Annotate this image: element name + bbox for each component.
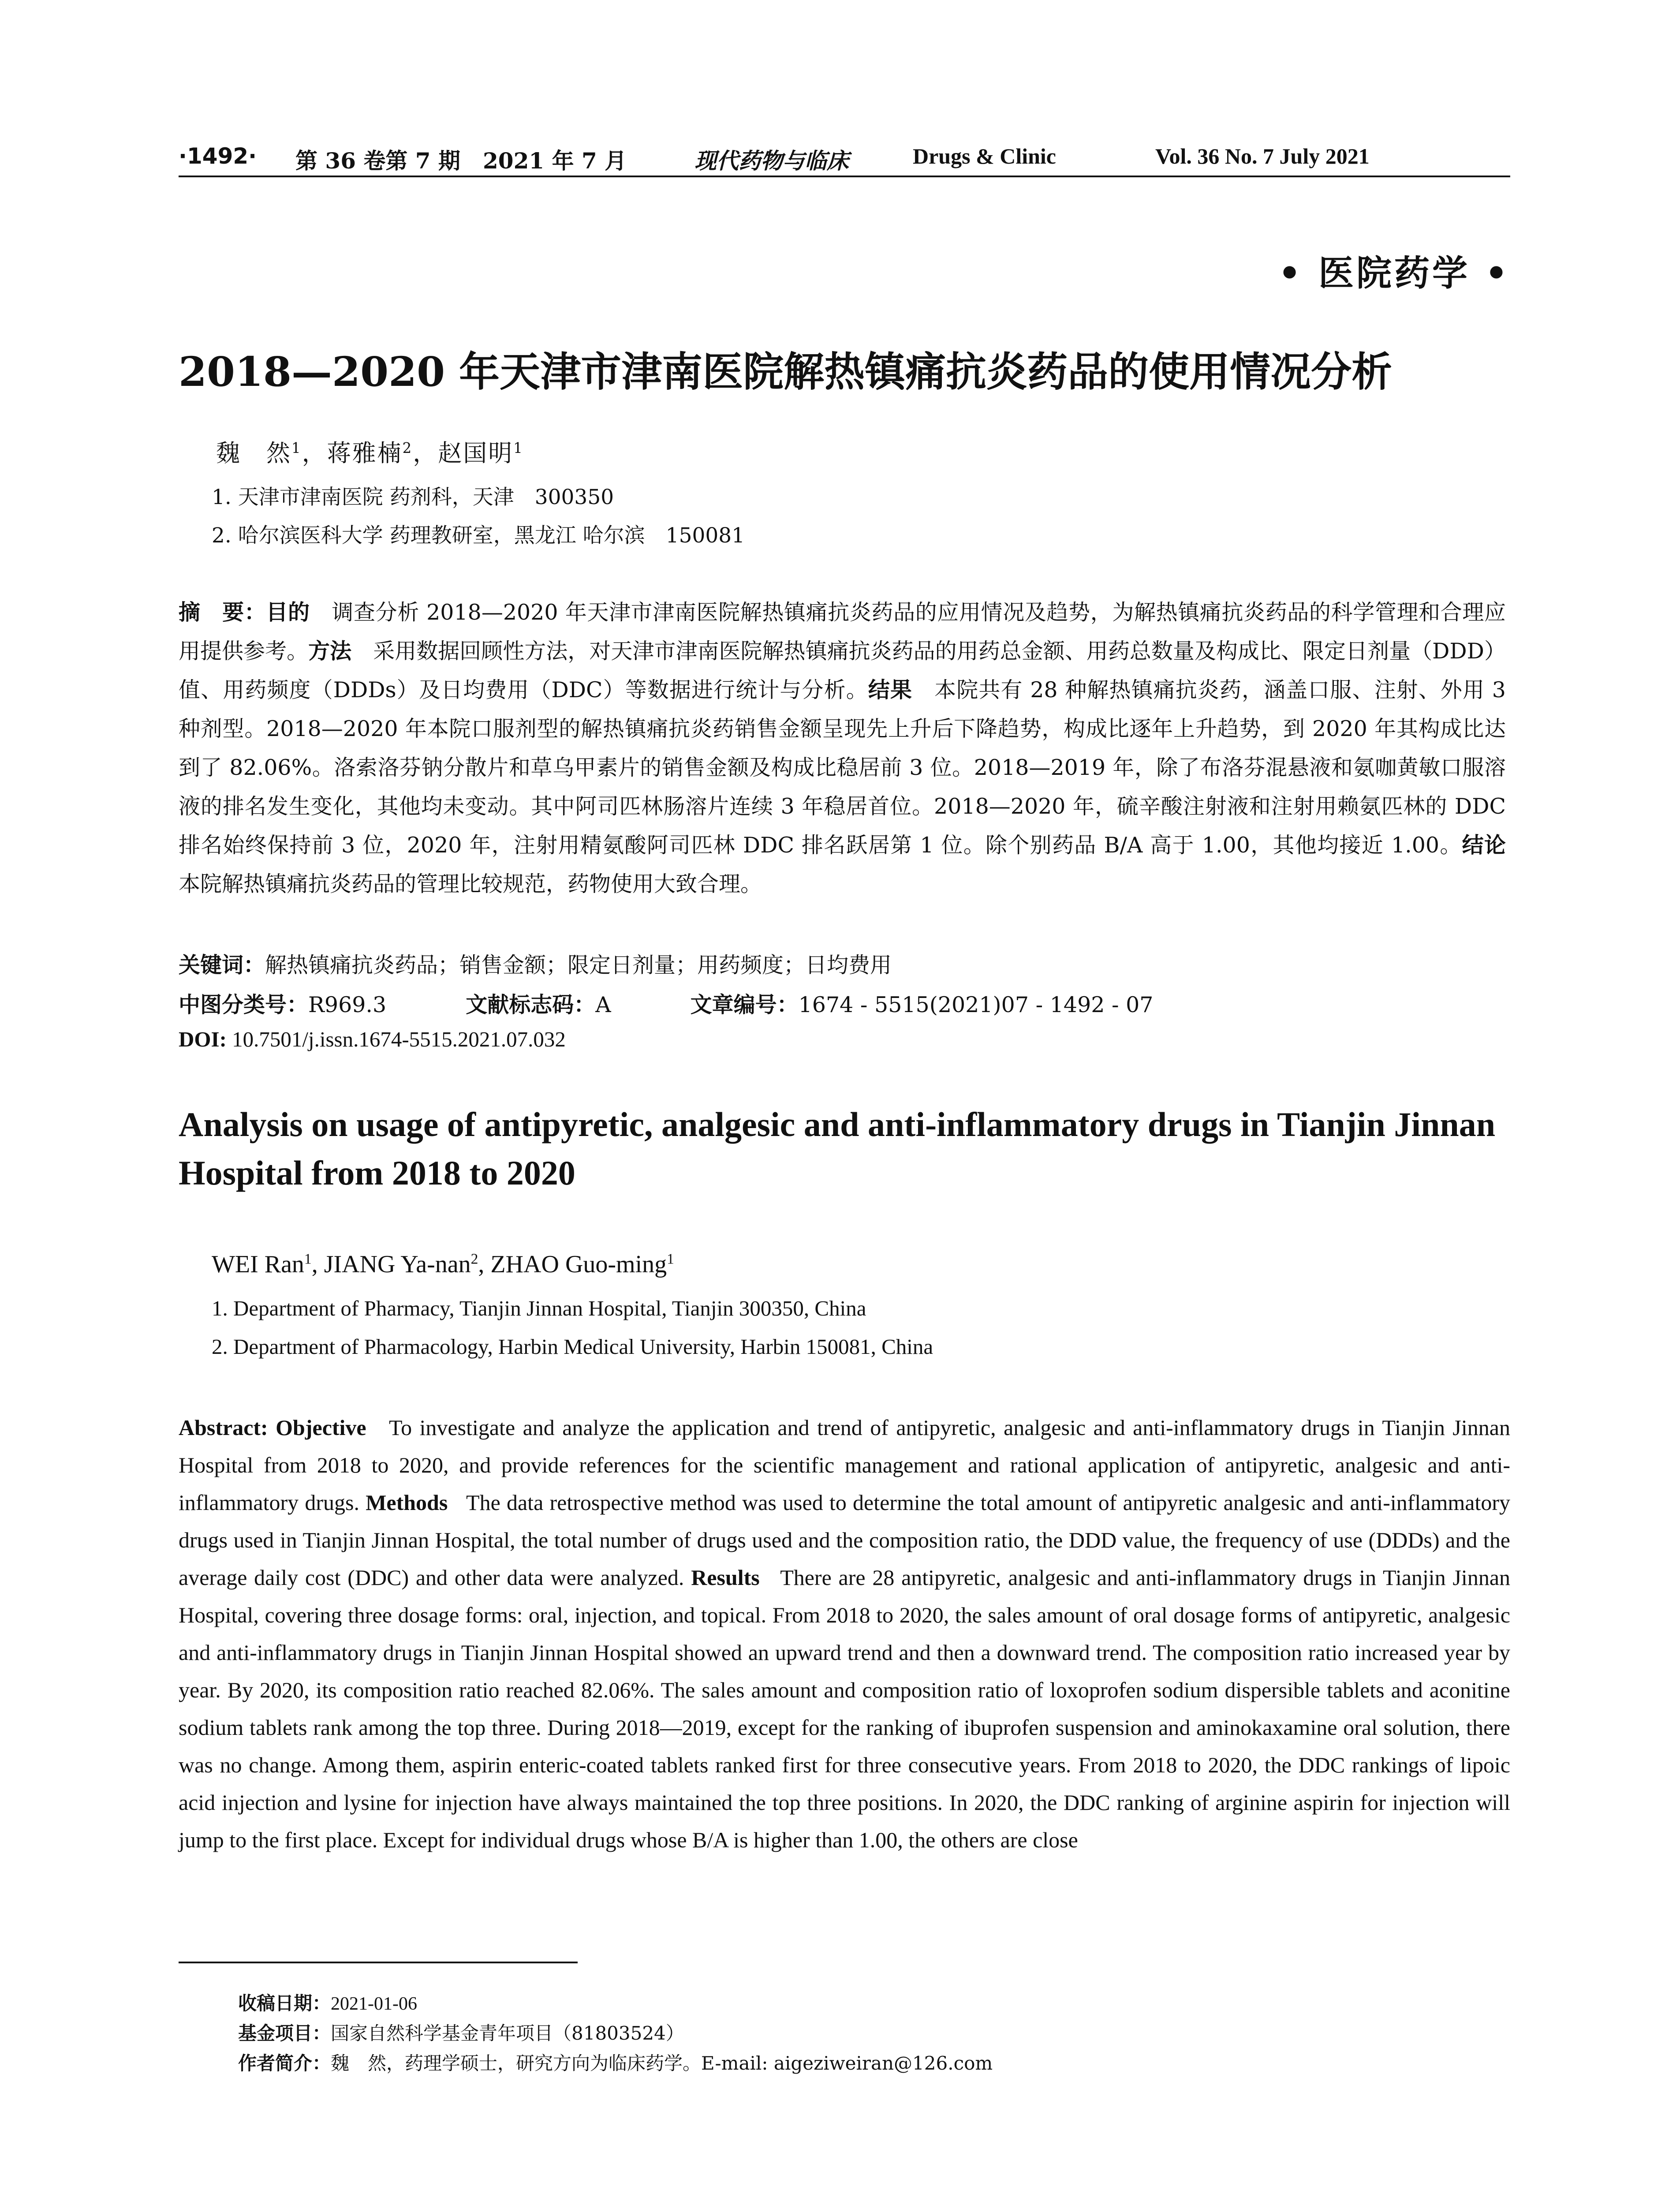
- clc-value: R969.3: [308, 992, 387, 1017]
- author-affiliation-mark: 1: [304, 1251, 312, 1267]
- doi-value: 10.7501/j.issn.1674-5515.2021.07.032: [232, 1027, 566, 1051]
- journal-en: Drugs & Clinic: [913, 144, 1056, 168]
- results-en-label: Results: [691, 1565, 760, 1590]
- author-separator: ,: [311, 1251, 324, 1278]
- abstract-cn: [179, 593, 1506, 904]
- author-separator: ，: [413, 439, 438, 467]
- author-affiliation-mark: 1: [513, 440, 524, 456]
- conclusion-label: 结论: [1462, 833, 1506, 858]
- volume-en: Vol. 36 No. 7 July 2021: [1155, 144, 1370, 168]
- author-name: 赵国明: [438, 439, 514, 467]
- affiliation-en-2: 2. Department of Pharmacology, Harbin Medical University, Harbin 150081, China: [212, 1334, 933, 1359]
- fund-label: 基金项目：: [238, 2022, 331, 2044]
- doc-code-label: 文献标志码：: [466, 992, 596, 1017]
- affiliation-cn-1: 1. 天津市津南医院 药剂科，天津 300350: [212, 485, 614, 509]
- author-name-en: JIANG Ya-nan: [324, 1251, 471, 1278]
- keywords-text: 解热镇痛抗炎药品；销售金额；限定日剂量；用药频度；日均费用: [265, 953, 892, 978]
- doi-label: DOI:: [179, 1027, 227, 1051]
- objective-text: 调查分析 2018—2020 年天津市津南医院解热镇痛抗炎药品的应用情况及趋势，为解热镇痛抗炎药品的科学管理和合理应用提供参考。: [179, 600, 1506, 664]
- author-affiliation-mark: 1: [291, 440, 302, 456]
- author-separator: ,: [478, 1251, 491, 1278]
- journal-cn: 现代药物与临床: [694, 148, 849, 174]
- results-text: 本院共有 28 种解热镇痛抗炎药，涵盖口服、注射、外用 3 种剂型。2018—2020 年本院口服剂型的解热镇痛抗炎药销售金额呈现先上升后下降趋势，构成比逐年上升趋势，到 2020 年其构成比达到了 82.06%。洛索洛芬钠分散片和草乌甲素片的销售金额及构成比稳居前 3 位。2018—2019 年，除了布洛芬混悬液和氨咖黄敏口服溶液的排名发生变化，其他均未变动。其中阿司匹林肠溶片连续 3 年稳居首位。2018—2020 年，硫辛酸注射液和注射用赖氨匹林的 DDC 排名始终保持前 3 位，2020 年，注射用精氨酸阿司匹林 DDC 排名跃居第 1 位。除个别药品 B/A 高于 1.00，其他均接近 1.00。: [179, 677, 1506, 858]
- volume-cn: 第 36 卷第 7 期: [295, 148, 460, 174]
- title-en: Analysis on usage of antipyretic, analgesic and anti-inflammatory drugs in Tianjin Jinnan Hospital from 2018 to 2020: [179, 1105, 1496, 1192]
- doc-code-value: A: [595, 992, 611, 1017]
- objective-en-text: To investigate and analyze the application and trend of antipyretic, analgesic and anti-inflammatory drugs in Tianjin Jinnan Hospital from 2018 to 2020, and provide references for the scientific management and rational application of antipyretic, analgesic and anti-inflammatory drugs.: [179, 1415, 1510, 1515]
- methods-en-label: Methods: [366, 1490, 448, 1515]
- abstract-en: [179, 1409, 1510, 1859]
- date-cn: 2021 年 7 月: [483, 148, 627, 174]
- authors-cn: [216, 434, 524, 468]
- authors-en: [212, 1250, 674, 1278]
- methods-label: 方法: [308, 639, 352, 664]
- affiliation-en-1: 1. Department of Pharmacy, Tianjin Jinnan Hospital, Tianjin 300350, China: [212, 1296, 866, 1320]
- objective-label: 目的: [266, 600, 310, 625]
- author-affiliation-mark: 2: [470, 1251, 478, 1267]
- article-no-label: 文章编号：: [690, 992, 799, 1017]
- footnote-rule: [179, 1962, 578, 1963]
- results-en-text: There are 28 antipyretic, analgesic and anti-inflammatory drugs in Tianjin Jinnan Hospital, covering three dosage forms: oral, injection, and topical. From 2018 to 2020, the sales amount of oral dosage forms of antipyretic, analgesic and anti-inflammatory drugs in Tianjin Jinnan Hospital showed an upward trend and then a downward trend. The composition ratio increased year by year. By 2020, its composition ratio reached 82.06%. The sales amount and composition ratio of loxoprofen sodium dispersible tablets and aconitine sodium tablets rank among the top three. During 2018—2019, except for the ranking of ibuprofen suspension and aminokaxamine oral solution, there was no change. Among them, aspirin enteric-coated tablets ranked first for three consecutive years. From 2018 to 2020, the DDC rankings of lipoic acid injection and lysine for injection have always maintained the top three positions. In 2020, the DDC ranking of arginine aspirin for injection will jump to the first place. Except for individual drugs whose B/A is higher than 1.00, the others are close: [179, 1565, 1511, 1852]
- author-name: 魏 然: [216, 439, 291, 467]
- author-separator: ，: [302, 439, 327, 467]
- footnote-bio: [238, 2049, 993, 2075]
- author-name-en: ZHAO Guo-ming: [490, 1251, 667, 1278]
- results-label: 结果: [868, 677, 913, 703]
- header-rule: [179, 176, 1510, 177]
- abstract-label: 摘 要：: [179, 600, 266, 625]
- footnote-fund: [238, 2019, 684, 2045]
- section-tag: • 医院药学 •: [1278, 252, 1510, 294]
- author-name: 蒋雅楠: [327, 439, 403, 467]
- keywords-cn: [179, 948, 892, 979]
- author-affiliation-mark: 1: [667, 1251, 674, 1267]
- footnote-received: [238, 1989, 417, 2015]
- author-affiliation-mark: 2: [402, 440, 413, 456]
- article-no-value: 1674 - 5515(2021)07 - 1492 - 07: [798, 992, 1154, 1017]
- abstract-en-label: Abstract: Objective: [179, 1415, 366, 1440]
- doi-line: [179, 1027, 566, 1052]
- received-label: 收稿日期：: [238, 1992, 331, 2014]
- bio-text: 魏 然，药理学硕士，研究方向为临床药学。E-mail: aigeziweiran@126.com: [331, 2052, 993, 2074]
- affiliation-cn-2: 2. 哈尔滨医科大学 药理教研室，黑龙江 哈尔滨 150081: [212, 523, 745, 548]
- keywords-label: 关键词：: [179, 953, 265, 978]
- fund-text: 国家自然科学基金青年项目（81803524）: [331, 2022, 684, 2044]
- author-name-en: WEI Ran: [212, 1251, 304, 1278]
- classification-line: [179, 988, 1153, 1019]
- methods-en-text: The data retrospective method was used to determine the total amount of antipyretic analgesic and anti-inflammatory drugs used in Tianjin Jinnan Hospital, the total number of drugs used and the composition ratio, the DDD value, the frequency of use (DDDs) and the average daily cost (DDC) and other data were analyzed.: [179, 1490, 1510, 1590]
- page-number: ·1492·: [179, 143, 257, 169]
- running-header: [179, 143, 1510, 179]
- clc-label: 中图分类号：: [179, 992, 309, 1017]
- conclusion-text: 本院解热镇痛抗炎药品的管理比较规范，药物使用大致合理。: [179, 871, 762, 897]
- title-cn: 2018—2020 年天津市津南医院解热镇痛抗炎药品的使用情况分析: [179, 348, 1393, 396]
- methods-text: 采用数据回顾性方法，对天津市津南医院解热镇痛抗炎药品的用药总金额、用药总数量及构成比、限定日剂量（DDD）值、用药频度（DDDs）及日均费用（DDC）等数据进行统计与分析。: [179, 639, 1506, 703]
- bio-label: 作者简介：: [238, 2052, 331, 2074]
- received-date: 2021-01-06: [331, 1994, 417, 2014]
